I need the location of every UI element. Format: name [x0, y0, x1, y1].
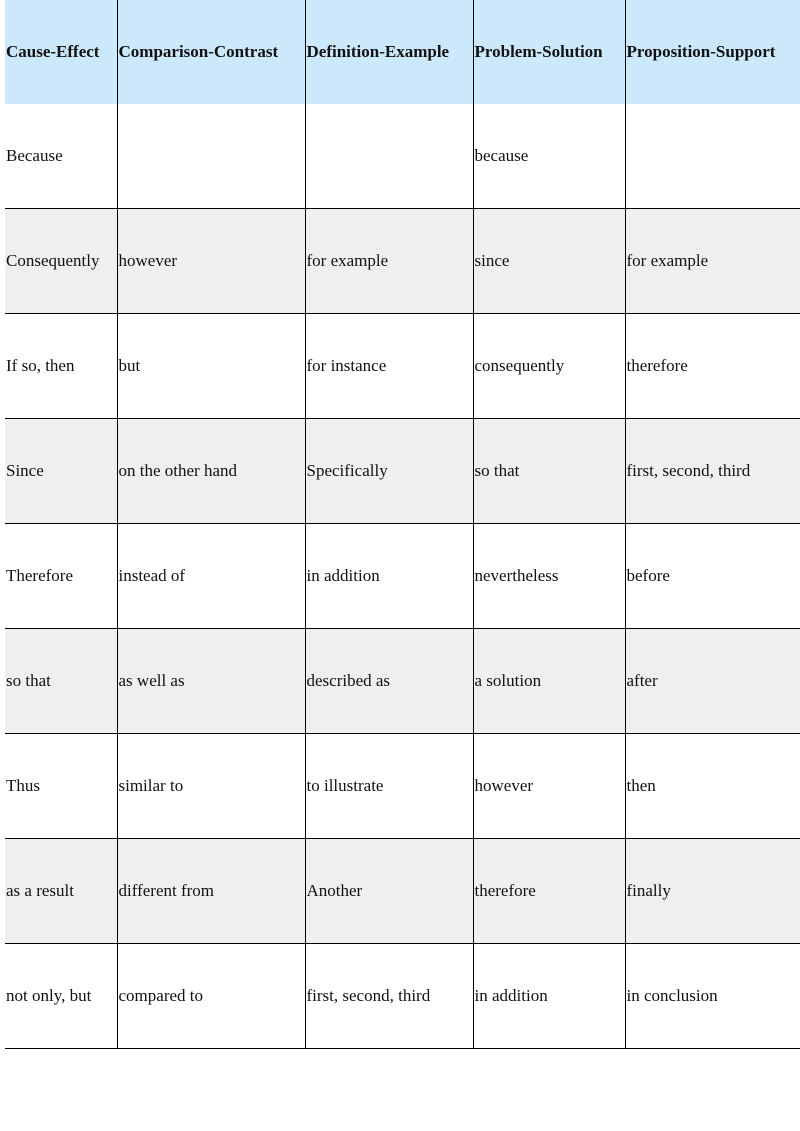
- table-cell: Because: [5, 104, 117, 209]
- table-cell: Since: [5, 419, 117, 524]
- table-cell: [117, 104, 305, 209]
- table-header: [5, 0, 800, 104]
- table-cell: consequently: [473, 314, 625, 419]
- table-cell: as well as: [117, 629, 305, 734]
- table-cell: not only, but: [5, 944, 117, 1049]
- table-cell: similar to: [117, 734, 305, 839]
- table-cell: [305, 104, 473, 209]
- table-cell: therefore: [473, 839, 625, 944]
- table-cell: however: [473, 734, 625, 839]
- table-cell: before: [625, 524, 800, 629]
- table-cell: a solution: [473, 629, 625, 734]
- table-cell: so that: [473, 419, 625, 524]
- table-row: [5, 944, 800, 1049]
- table-cell: nevertheless: [473, 524, 625, 629]
- table-cell: compared to: [117, 944, 305, 1049]
- table-cell: in addition: [305, 524, 473, 629]
- header-problem-solution: Problem-Solution: [473, 0, 625, 104]
- table-cell: but: [117, 314, 305, 419]
- table-cell: for example: [625, 209, 800, 314]
- table-body: [5, 104, 800, 1049]
- table-cell: Consequently: [5, 209, 117, 314]
- table-cell: then: [625, 734, 800, 839]
- table-cell: Specifically: [305, 419, 473, 524]
- header-proposition-support: Proposition-Support: [625, 0, 800, 104]
- table-cell: first, second, third: [305, 944, 473, 1049]
- table-row: [5, 524, 800, 629]
- table-cell: so that: [5, 629, 117, 734]
- table-cell: for example: [305, 209, 473, 314]
- table-row: [5, 839, 800, 944]
- table-cell: first, second, third: [625, 419, 800, 524]
- table-row: [5, 419, 800, 524]
- table-cell: therefore: [625, 314, 800, 419]
- table-cell: Another: [305, 839, 473, 944]
- signal-words-table: [5, 0, 800, 1049]
- table-row: [5, 734, 800, 839]
- table-cell: described as: [305, 629, 473, 734]
- table-cell: [625, 104, 800, 209]
- table-cell: in addition: [473, 944, 625, 1049]
- table-cell: for instance: [305, 314, 473, 419]
- document-page: [5, 0, 800, 1049]
- table-row: [5, 209, 800, 314]
- table-cell: in conclusion: [625, 944, 800, 1049]
- table-row: [5, 104, 800, 209]
- table-cell: on the other hand: [117, 419, 305, 524]
- table-row: [5, 629, 800, 734]
- table-cell: after: [625, 629, 800, 734]
- table-cell: as a result: [5, 839, 117, 944]
- table-cell: to illustrate: [305, 734, 473, 839]
- table-cell: since: [473, 209, 625, 314]
- table-cell: because: [473, 104, 625, 209]
- table-cell: Thus: [5, 734, 117, 839]
- table-cell: Therefore: [5, 524, 117, 629]
- table-row: [5, 314, 800, 419]
- table-cell: If so, then: [5, 314, 117, 419]
- header-definition-example: Definition-Example: [305, 0, 473, 104]
- header-comparison-contrast: Comparison-Contrast: [117, 0, 305, 104]
- table-cell: finally: [625, 839, 800, 944]
- table-cell: however: [117, 209, 305, 314]
- header-cause-effect: Cause-Effect: [5, 0, 117, 104]
- header-row: [5, 0, 800, 104]
- table-cell: different from: [117, 839, 305, 944]
- table-cell: instead of: [117, 524, 305, 629]
